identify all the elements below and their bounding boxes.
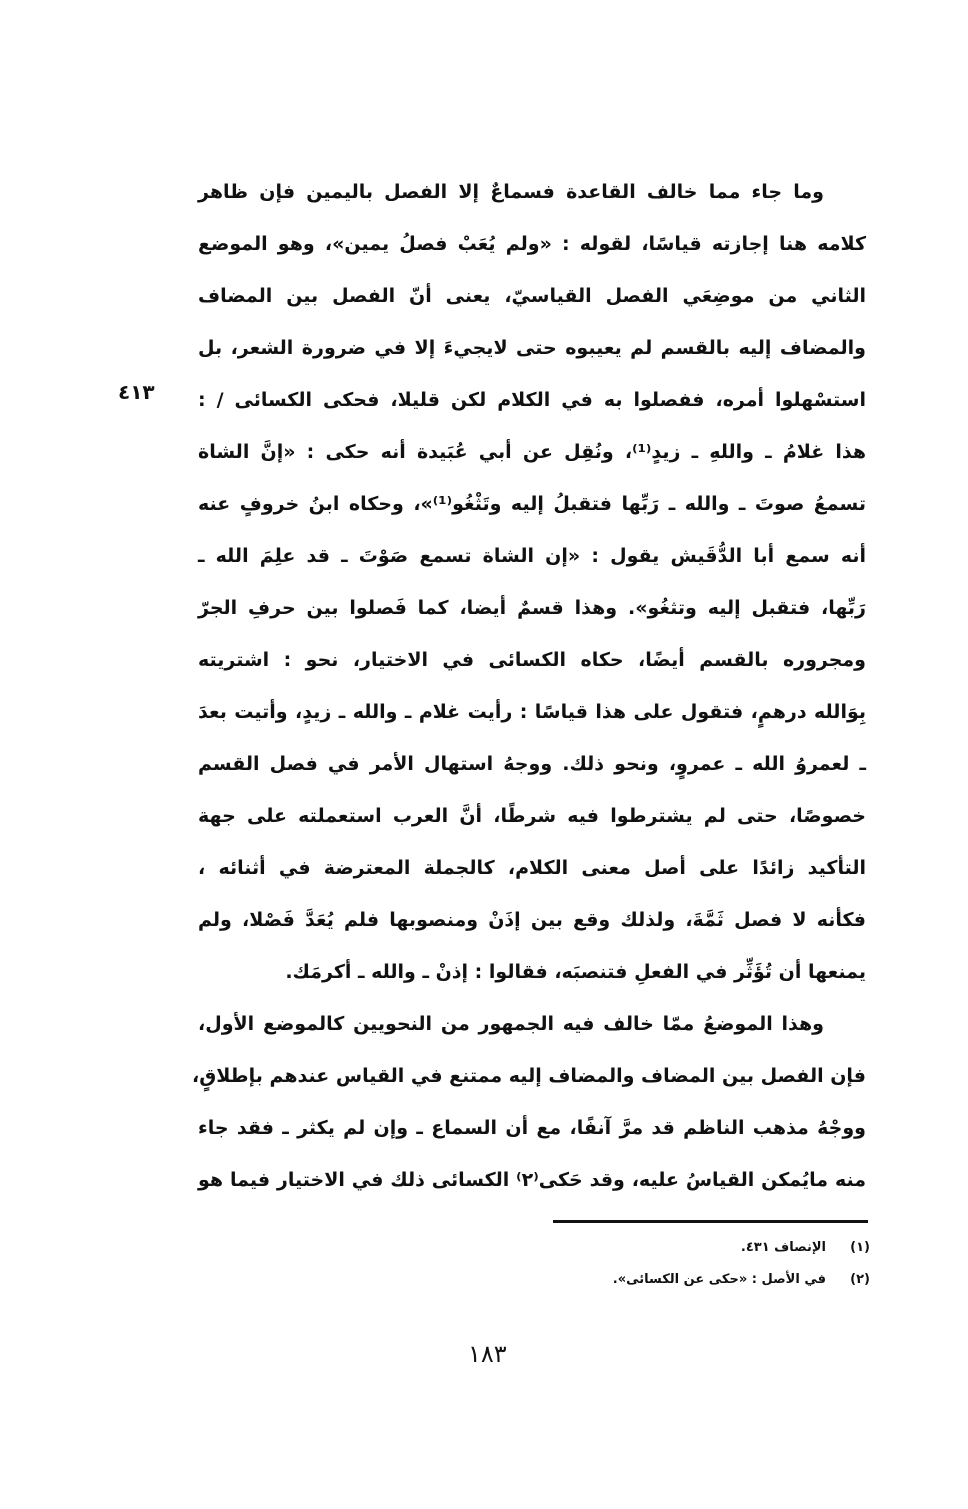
text-line: الثاني من موضِعَي الفصل القياسيّ، يعنى أنّ الفصل بين المضاف xyxy=(198,285,866,307)
text-line: هذا غلامُ ـ واللهِ ـ زيدٍ⁽¹⁾، ونُقِل عن أبي عُبَيدة أنه حكى : «إنَّ الشاة xyxy=(198,441,867,463)
footnote-divider xyxy=(553,1220,868,1223)
text-line: تسمعُ صوتَ ـ والله ـ رَبِّها فتقبلُ إليه وتَثْغُو⁽¹⁾»، وحكاه ابنُ خروفٍ عنه xyxy=(198,493,866,515)
footnote-text: في الأصل : «حكى عن الكسائى». xyxy=(612,1272,826,1287)
paragraph xyxy=(198,166,866,998)
text-line: التأكيد زائدًا على أصل معنى الكلام، كالجملة المعترضة في أثنائه ، xyxy=(198,857,866,879)
footnote xyxy=(613,1232,870,1264)
text-line: بِوَالله درهمٍ، فتقول على هذا قياسًا : رأيت غلام ـ والله ـ زيدٍ، وأتيت بعدَ xyxy=(198,701,866,723)
text-line: ومجروره بالقسم أيضًا، حكاه الكسائى في الاختيار، نحو : اشتريته xyxy=(198,649,866,671)
footnote-number: (١) xyxy=(850,1240,870,1255)
paragraph xyxy=(192,998,866,1206)
footnote-text: الإنصاف ٤٣١. xyxy=(740,1240,826,1255)
page-number: ١٨٣ xyxy=(468,1340,507,1368)
footnote-number: (٢) xyxy=(850,1272,870,1287)
footnote xyxy=(613,1264,870,1296)
footnotes xyxy=(613,1232,870,1296)
text-line: استسْهلوا أمره، ففصلوا به في الكلام لكن قليلا، فحكى الكسائى / : xyxy=(198,389,866,411)
text-line: ووجْهُ مذهب الناظم قد مرَّ آنفًا، مع أن السماع ـ وإن لم يكثر ـ فقد جاء xyxy=(198,1117,866,1139)
text-line: وما جاء مما خالف القاعدة فسماعٌ إلا الفصل باليمين فإن ظاهر xyxy=(198,181,824,203)
text-line: أنه سمع أبا الدُّقَيش يقول : «إن الشاة تسمع صَوْتَ ـ قد علِمَ الله ـ xyxy=(198,545,866,567)
text-line: فكأنه لا فصل ثَمَّةَ، ولذلك وقع بين إذَنْ ومنصوبها فلم يُعَدَّ فَصْلا، ولم xyxy=(198,909,866,931)
text-line: وهذا الموضعُ ممّا خالف فيه الجمهور من النحويين كالموضع الأول، xyxy=(198,1013,824,1035)
text-line: والمضاف إليه بالقسم لم يعيبوه حتى لايجيءَ إلا في ضرورة الشعر، بل xyxy=(198,337,866,359)
text-line: خصوصًا، حتى لم يشترطوا فيه شرطًا، أنَّ العرب استعملته على جهة xyxy=(198,805,866,827)
text-line: منه مايُمكن القياسُ عليه، وقد حَكى⁽٢⁾ الكسائى ذلك في الاختيار فيما هو xyxy=(198,1169,866,1191)
body-text xyxy=(192,166,867,1206)
text-line: كلامه هنا إجازته قياسًا، لقوله : «ولم يُعَبْ فصلُ يمين»، وهو الموضع xyxy=(198,233,866,255)
text-line: يمنعها أن تُؤَثِّر في الفعلِ فتنصبَه، فقالوا : إذنْ ـ والله ـ أكرمَك. xyxy=(285,961,866,983)
text-line: فإن الفصل بين المضاف والمضاف إليه ممتنع في القياس عندهم بإطلاقٍ، xyxy=(192,1065,866,1087)
margin-page-reference: ٤١٣ xyxy=(118,380,155,404)
text-line: رَبِّها، فتقبل إليه وتثغُو». وهذا قسمٌ أيضا، كما فَصلوا بين حرفِ الجرّ xyxy=(198,597,866,619)
text-line: ـ لعمروُ الله ـ عمروٍ، ونحو ذلك. ووجهُ استهال الأمر في فصل القسم xyxy=(198,753,866,775)
